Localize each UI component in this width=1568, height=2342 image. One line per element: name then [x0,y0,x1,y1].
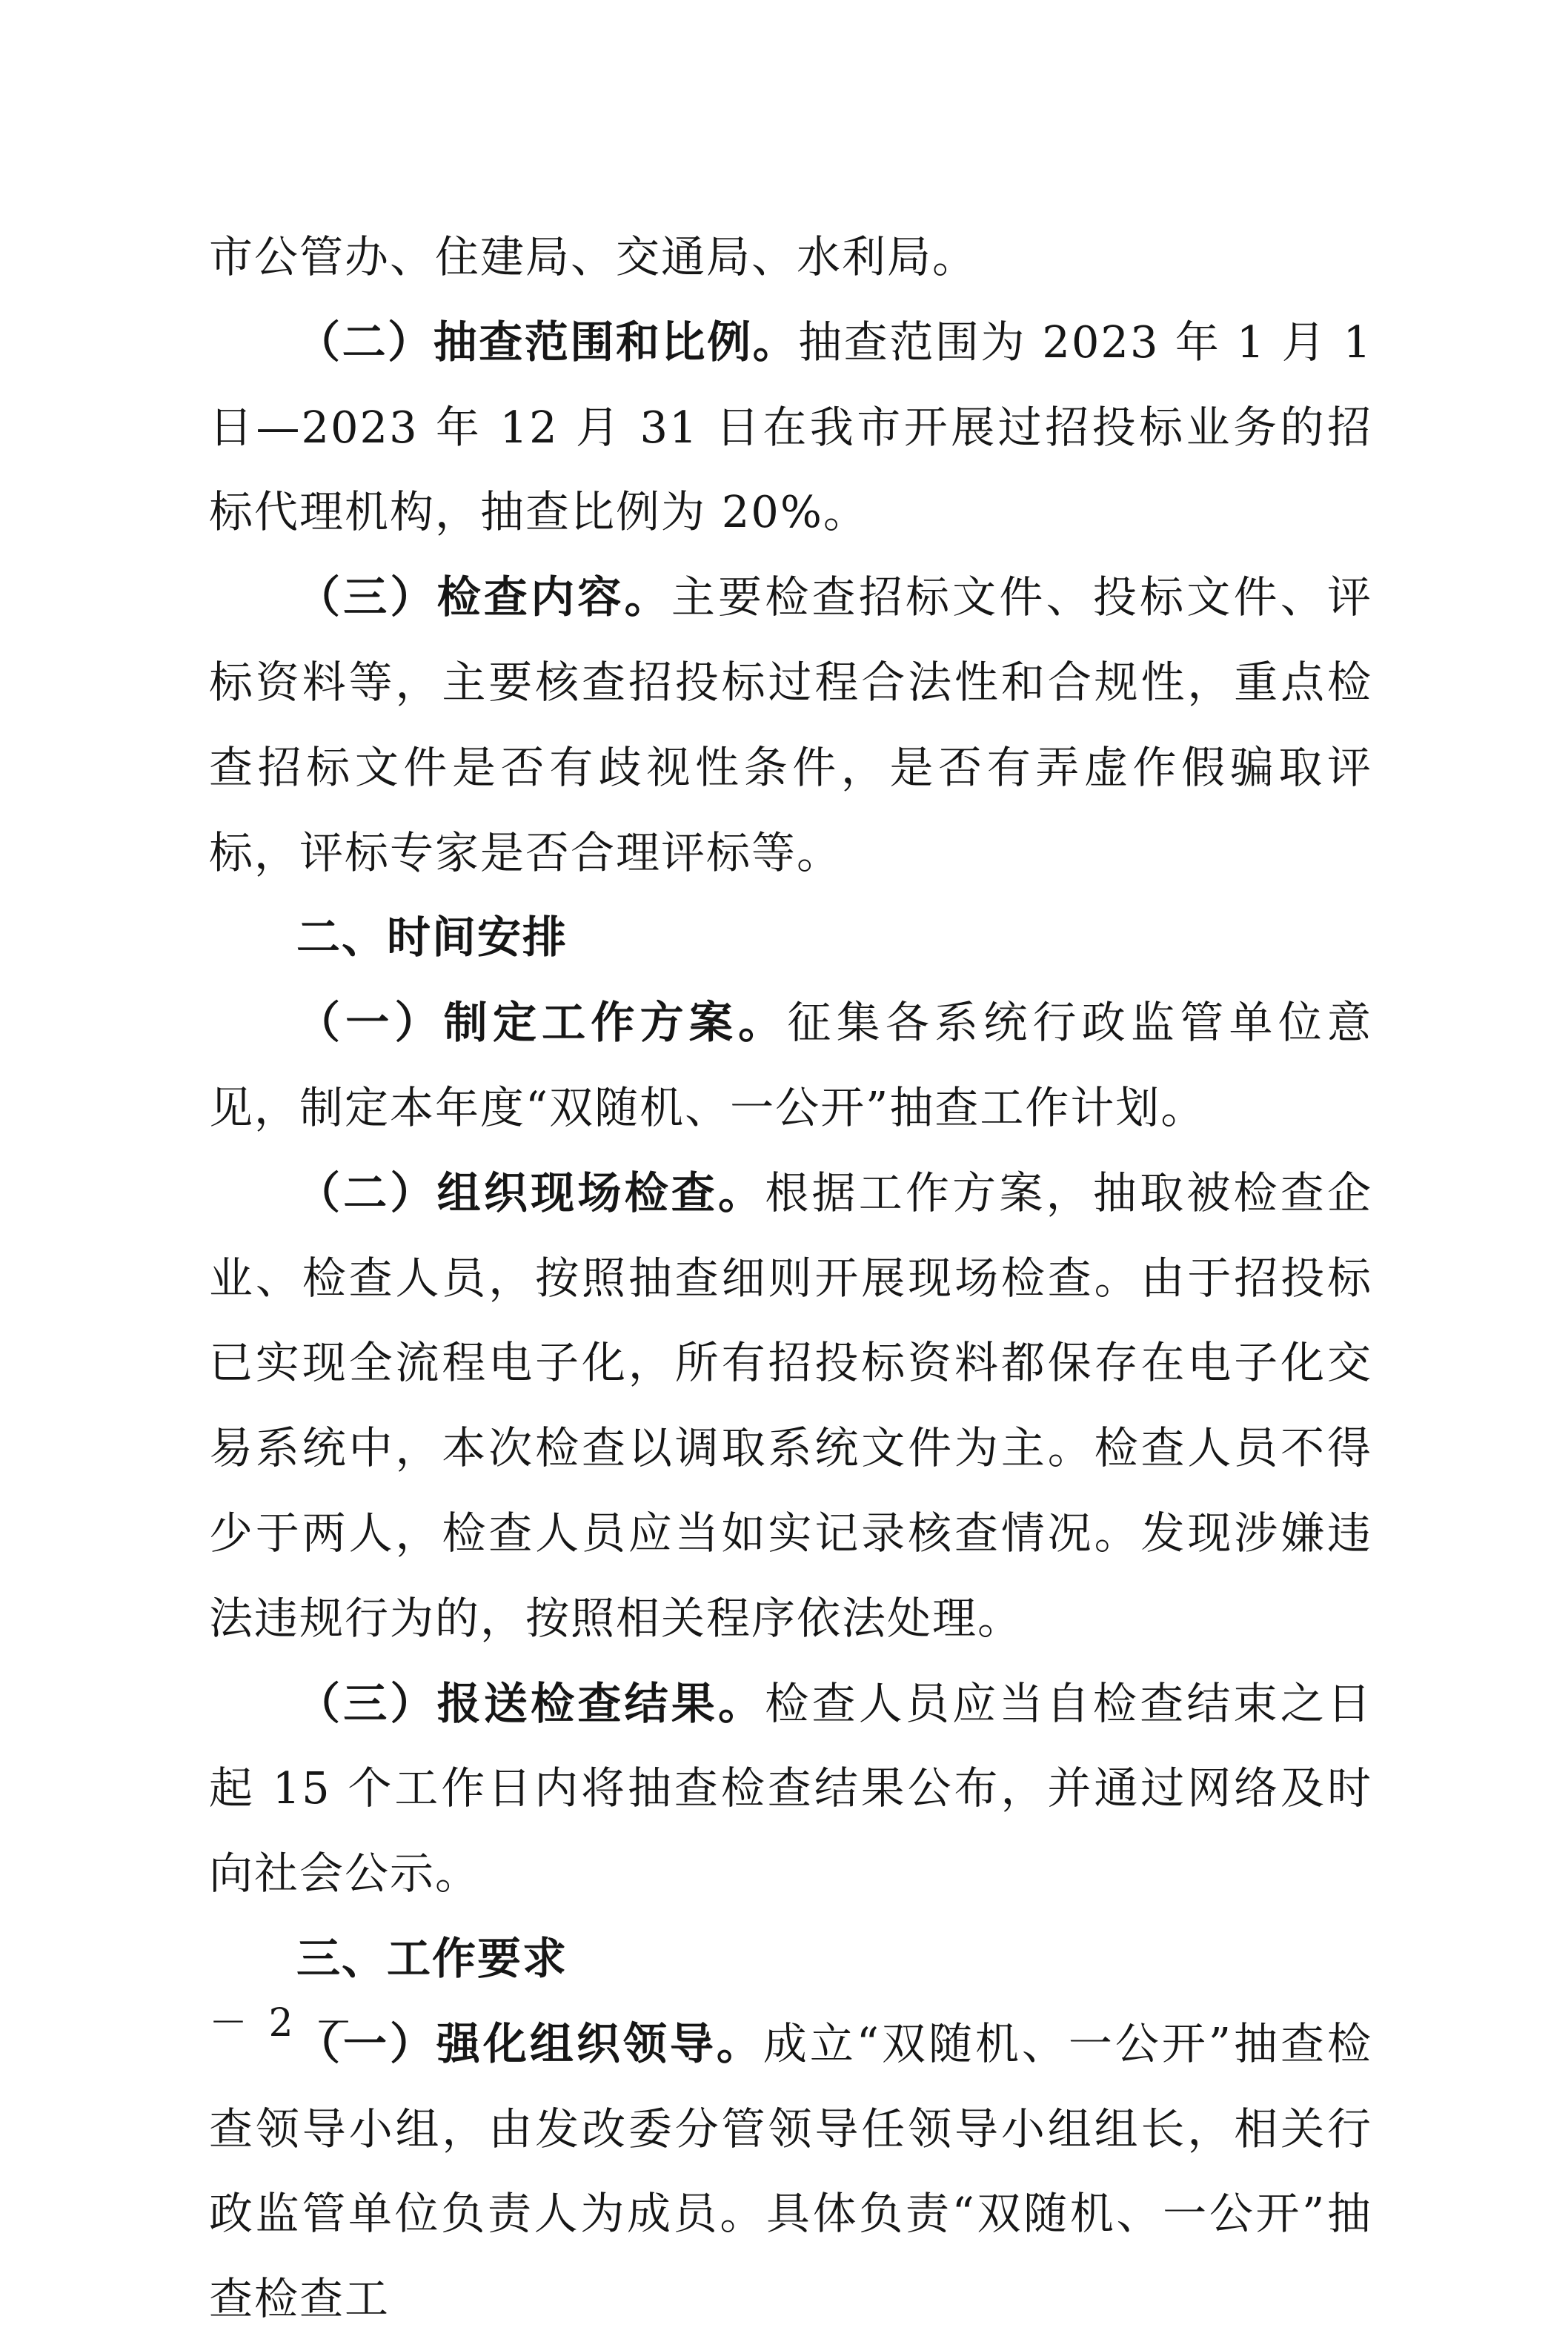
paragraph-lead: （三）报送检查结果。 [296,1677,765,1729]
paragraph-lead: （一）强化组织领导。 [296,2017,763,2069]
paragraph-text: 征集各系统行政监管单位意见，制定本年度“双随机、一公开”抽查工作计划。 [209,997,1372,1133]
paragraph-results [209,1662,1372,1917]
section-heading-schedule [209,895,1372,981]
paragraph-inspection [209,1151,1372,1662]
paragraph-text: 主要检查招标文件、投标文件、评标资料等，主要核查招投标过程合法性和合规性，重点检查招标文件是否有歧视性条件，是否有弄虚作假骗取评标，评标专家是否合理评标等。 [209,571,1372,878]
paragraph-scope [209,300,1372,555]
heading-text: 二、时间安排 [296,912,568,963]
paragraph-lead: （二）抽查范围和比例。 [296,316,799,368]
paragraph-text: 抽查范围为 2023 年 1 月 1 日—2023 年 12 月 31 日在我市开展过招投标业务的招标代理机构，抽查比例为 20%。 [209,316,1372,538]
paragraph-continuation [209,215,1372,300]
paragraph-text: 成立“双随机、一公开”抽查检查领导小组，由发改委分管领导任领导小组组长，相关行政监管单位负责人为成员。具体负责“双随机、一公开”抽查检查工 [209,2017,1372,2325]
paragraph-lead: （一）制定工作方案。 [296,997,788,1049]
paragraph-content [209,555,1372,895]
body-text [209,215,1372,2342]
page-number: － 2 － [209,2001,358,2046]
paragraph-lead: （二）组织现场检查。 [296,1167,765,1218]
paragraph-text: 根据工作方案，抽取被检查企业、检查人员，按照抽查细则开展现场检查。由于招投标已实现全流程电子化，所有招投标资料都保存在电子化交易系统中，本次检查以调取系统文件为主。检查人员不得少于两人，检查人员应当如实记录核查情况。发现涉嫌违法违规行为的，按照相关程序依法处理。 [209,1167,1372,1644]
paragraph-text: 市公管办、住建局、交通局、水利局。 [209,231,978,282]
paragraph-plan [209,981,1372,1151]
paragraph-leadership [209,2002,1372,2342]
paragraph-lead: （三）检查内容。 [296,571,671,623]
section-heading-requirements [209,1917,1372,2002]
heading-text: 三、工作要求 [296,1932,568,1984]
paragraph-text: 检查人员应当自检查结束之日起 15 个工作日内将抽查检查结果公布，并通过网络及时向社会公示。 [209,1677,1372,1900]
